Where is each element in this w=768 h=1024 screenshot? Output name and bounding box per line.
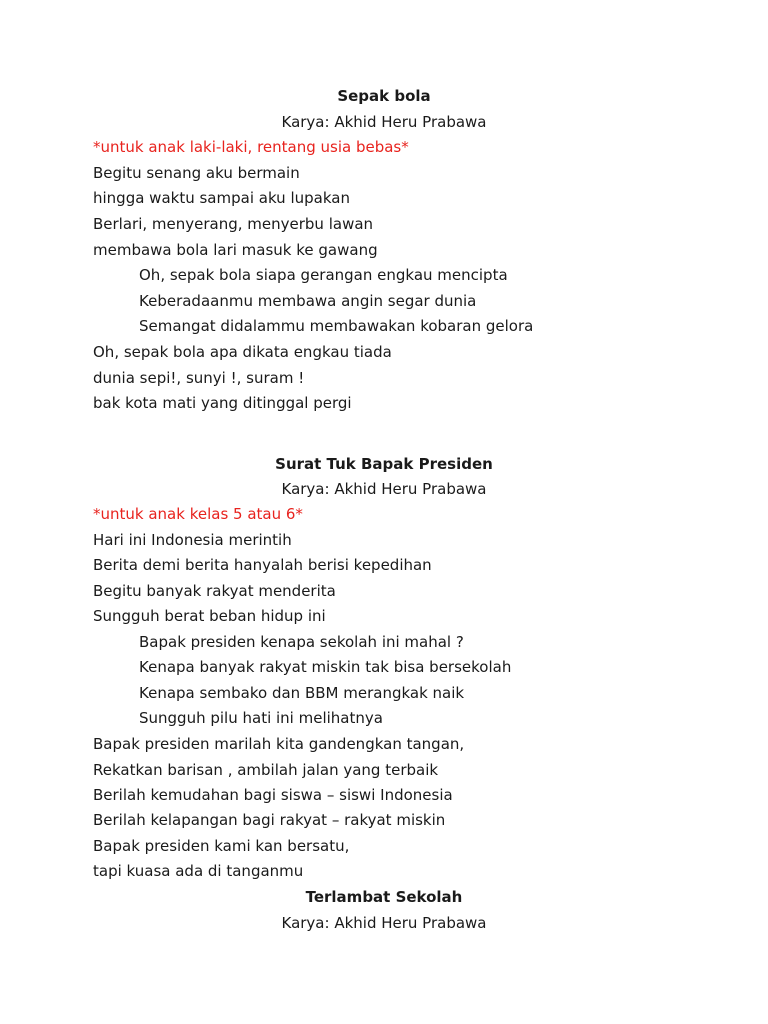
poem-line: tapi kuasa ada di tanganmu bbox=[93, 862, 304, 880]
poem-note: *untuk anak kelas 5 atau 6* bbox=[93, 505, 303, 523]
poem-line: Keberadaanmu membawa angin segar dunia bbox=[139, 292, 477, 310]
poem-author: Karya: Akhid Heru Prabawa bbox=[281, 914, 487, 932]
poem-line: Berilah kemudahan bagi siswa – siswi Indonesia bbox=[93, 786, 453, 804]
poem-line: Kenapa sembako dan BBM merangkak naik bbox=[139, 684, 465, 702]
poem-line: Berita demi berita hanyalah berisi kepedihan bbox=[93, 556, 432, 574]
poem-line: Oh, sepak bola apa dikata engkau tiada bbox=[93, 343, 392, 361]
poem-note: *untuk anak laki-laki, rentang usia bebas* bbox=[93, 138, 409, 156]
poem-line: Bapak presiden kenapa sekolah ini mahal ? bbox=[139, 633, 464, 651]
poem-line: Berlari, menyerang, menyerbu lawan bbox=[93, 215, 374, 233]
poem-line: hingga waktu sampai aku lupakan bbox=[93, 189, 350, 207]
poem-author: Karya: Akhid Heru Prabawa bbox=[281, 480, 487, 498]
poem-line: Semangat didalammu membawakan kobaran gelora bbox=[139, 317, 534, 335]
poem-line: Kenapa banyak rakyat miskin tak bisa bersekolah bbox=[139, 658, 512, 676]
poem-line: Oh, sepak bola siapa gerangan engkau mencipta bbox=[139, 266, 508, 284]
poem-line: membawa bola lari masuk ke gawang bbox=[93, 241, 378, 259]
poem-title: Terlambat Sekolah bbox=[305, 888, 463, 906]
poem-author: Karya: Akhid Heru Prabawa bbox=[281, 113, 487, 131]
poem-line: Begitu banyak rakyat menderita bbox=[93, 582, 336, 600]
poem-line: Bapak presiden marilah kita gandengkan tangan, bbox=[93, 735, 465, 753]
poem-title: Sepak bola bbox=[337, 87, 431, 105]
poem-line: Rekatkan barisan , ambilah jalan yang terbaik bbox=[93, 761, 439, 779]
poem-line: Sungguh pilu hati ini melihatnya bbox=[139, 709, 383, 727]
poem-line: Berilah kelapangan bagi rakyat – rakyat miskin bbox=[93, 811, 446, 829]
poem-line: Hari ini Indonesia merintih bbox=[93, 531, 292, 549]
poem-line: Sungguh berat beban hidup ini bbox=[93, 607, 326, 625]
poem-line: Begitu senang aku bermain bbox=[93, 164, 300, 182]
poem-line: Bapak presiden kami kan bersatu, bbox=[93, 837, 350, 855]
poem-line: dunia sepi!, sunyi !, suram ! bbox=[93, 369, 305, 387]
poem-line: bak kota mati yang ditinggal pergi bbox=[93, 394, 352, 412]
poem-title: Surat Tuk Bapak Presiden bbox=[275, 455, 493, 473]
